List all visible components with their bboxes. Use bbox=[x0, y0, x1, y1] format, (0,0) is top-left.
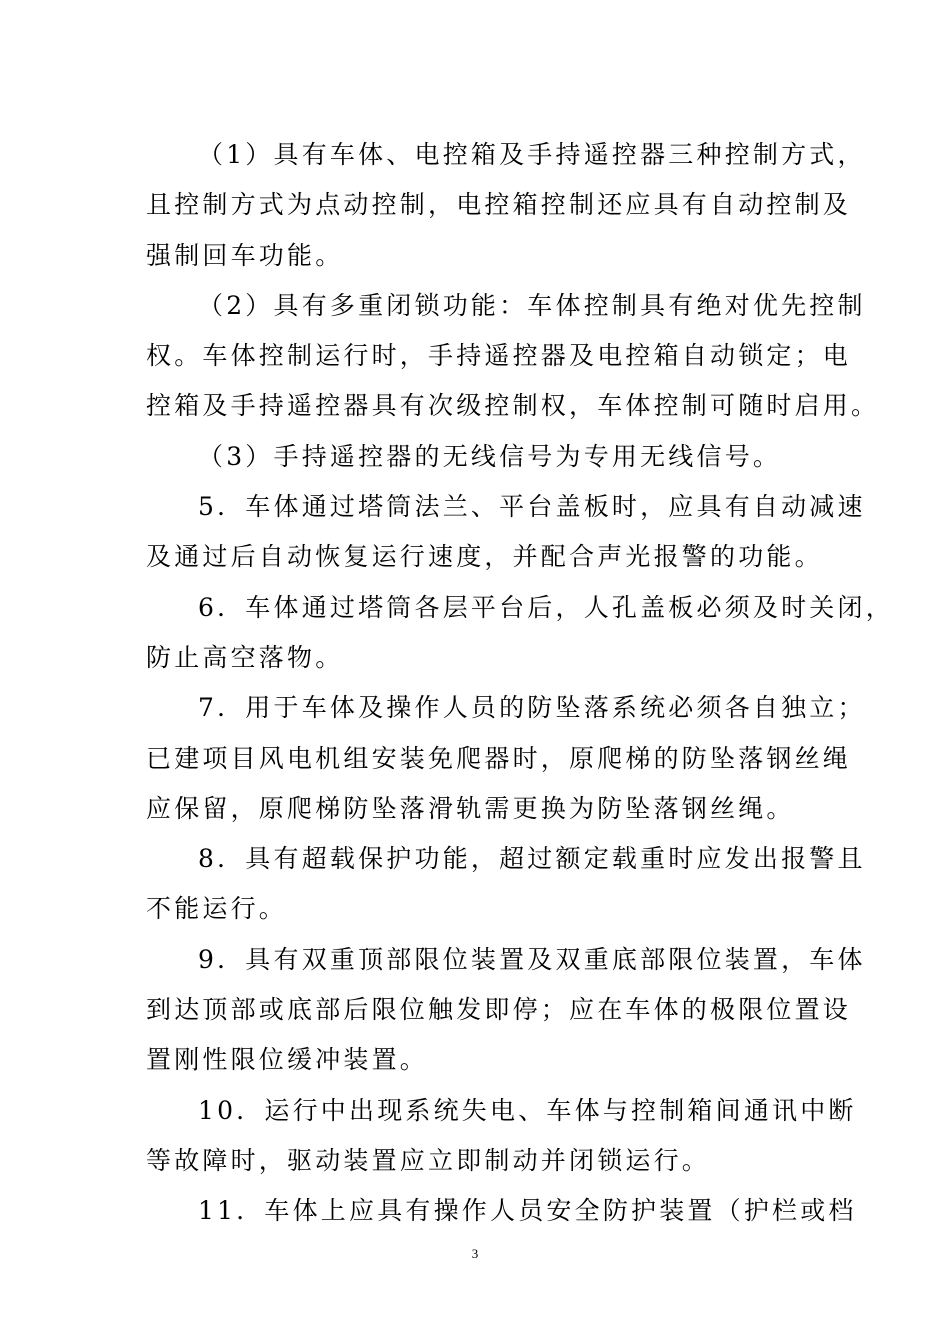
text-line: 不能运行。 bbox=[146, 894, 288, 924]
text-line: 等故障时，驱动装置应立即制动并闭锁运行。 bbox=[146, 1145, 711, 1175]
text-line: 5．车体通过塔筒法兰、平台盖板时，应具有自动减速 bbox=[198, 492, 866, 522]
text-line: 防止高空落物。 bbox=[146, 642, 344, 672]
text-line: （1）具有车体、电控箱及手持遥控器三种控制方式， bbox=[198, 140, 866, 169]
text-line: （3）手持遥控器的无线信号为专用无线信号。 bbox=[198, 441, 782, 471]
text-line: 9．具有双重顶部限位装置及双重底部限位装置，车体 bbox=[198, 944, 866, 974]
text-line: 8．具有超载保护功能，超过额定载重时应发出报警且 bbox=[198, 844, 866, 874]
text-line: 强制回车功能。 bbox=[146, 240, 344, 270]
text-line: 控箱及手持遥控器具有次级控制权，车体控制可随时启用。 bbox=[146, 391, 880, 421]
page-number: 3 bbox=[471, 1246, 479, 1261]
text-line: 6．车体通过塔筒各层平台后，人孔盖板必须及时关闭， bbox=[198, 592, 894, 622]
document-body bbox=[146, 130, 894, 1237]
text-line: 7．用于车体及操作人员的防坠落系统必须各自独立； bbox=[198, 693, 866, 723]
text-line: 应保留，原爬梯防坠落滑轨需更换为防坠落钢丝绳。 bbox=[146, 793, 795, 823]
text-line: 及通过后自动恢复运行速度，并配合声光报警的功能。 bbox=[146, 542, 823, 572]
text-line: 到达顶部或底部后限位触发即停；应在车体的极限位置设 bbox=[146, 995, 852, 1025]
text-line: 权。车体控制运行时，手持遥控器及电控箱自动锁定；电 bbox=[146, 341, 852, 371]
text-line: 已建项目风电机组安装免爬器时，原爬梯的防坠落钢丝绳 bbox=[146, 743, 852, 773]
text-line: 且控制方式为点动控制，电控箱控制还应具有自动控制及 bbox=[146, 190, 852, 220]
text-line: 置刚性限位缓冲装置。 bbox=[146, 1045, 429, 1075]
text-line: 10．运行中出现系统失电、车体与控制箱间通讯中断 bbox=[198, 1095, 857, 1125]
text-line: 11．车体上应具有操作人员安全防护装置（护栏或档 bbox=[198, 1196, 857, 1226]
text-line: （2）具有多重闭锁功能：车体控制具有绝对优先控制 bbox=[198, 290, 866, 320]
